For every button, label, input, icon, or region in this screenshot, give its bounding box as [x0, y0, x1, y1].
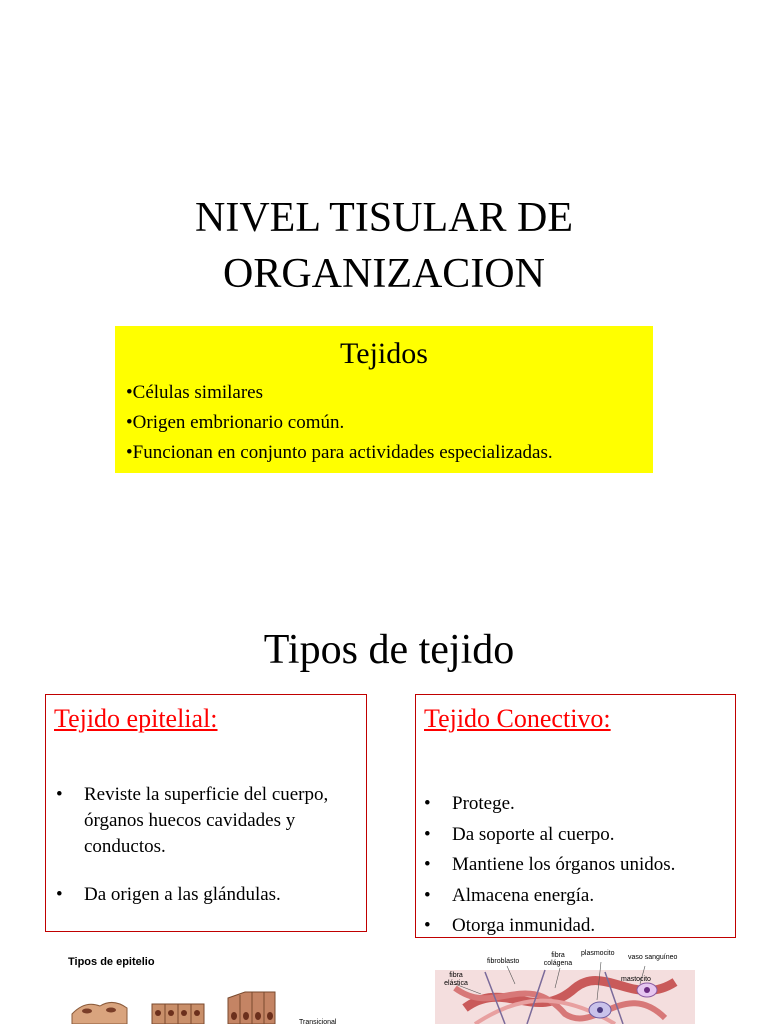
- tejidos-list: [126, 378, 653, 468]
- page-title: [0, 190, 768, 302]
- page-title-line-2: ORGANIZACION: [223, 251, 545, 297]
- list-item: [56, 882, 366, 908]
- list-item-text: Protege.: [452, 793, 515, 814]
- bullet: •: [424, 823, 431, 845]
- bullet: •: [424, 854, 431, 875]
- list-item: [56, 782, 366, 860]
- epitelio-figure-title: Tipos de epitelio: [68, 956, 155, 968]
- tejido-conectivo-box: [415, 694, 736, 938]
- list-item: [424, 911, 735, 942]
- bullet: •: [56, 884, 63, 905]
- columnar-epithelium-drawing: [228, 992, 275, 1024]
- tejidos-definition-box: [115, 326, 653, 473]
- fibra-elastica-label: fibra elástica: [444, 972, 468, 987]
- tejido-epitelial-heading: Tejido epitelial:: [54, 704, 218, 733]
- list-item-text: Da soporte al cuerpo.: [452, 823, 615, 845]
- list-item-text: Almacena energía.: [452, 884, 595, 906]
- bullet: •: [424, 884, 431, 906]
- list-item: [424, 820, 735, 851]
- bullet: •: [56, 784, 63, 805]
- squamous-epithelium-drawing: [72, 1002, 127, 1024]
- tipos-heading: Tipos de tejido: [263, 627, 515, 673]
- tejido-conectivo-heading: Tejido Conectivo:: [424, 704, 611, 733]
- transicional-label: Transicional: [299, 1019, 337, 1024]
- tejido-conectivo-list: [424, 789, 735, 942]
- tejido-epitelial-box: [45, 694, 367, 932]
- list-item: •Funcionan en conjunto para actividades especializadas.: [126, 442, 553, 463]
- plasmocito-label: plasmocito: [581, 950, 615, 957]
- list-item-text: Da origen a las glándulas.: [84, 884, 281, 905]
- list-item-text: Mantiene los órganos unidos.: [452, 854, 676, 875]
- fibra-colagena-label: fibra colágena: [543, 952, 573, 967]
- vaso-sanguineo-label: vaso sanguíneo: [628, 954, 678, 961]
- fibroblasto-label: fibroblasto: [487, 958, 520, 965]
- list-item: [424, 850, 735, 881]
- tejidos-heading: Tejidos: [340, 337, 428, 370]
- mastocito-label: mastocito: [621, 976, 651, 983]
- list-item: •Origen embrionario común.: [126, 412, 345, 433]
- bullet: •: [424, 915, 431, 936]
- cuboidal-epithelium-drawing: [152, 1004, 204, 1024]
- bullet: •: [424, 793, 431, 814]
- conectivo-figure: [415, 948, 735, 1024]
- epitelio-illustration: [45, 948, 375, 1024]
- tejido-epitelial-list: [56, 782, 366, 908]
- epitelio-figure: [45, 948, 375, 1024]
- page-title-line-1: NIVEL TISULAR DE: [195, 195, 573, 241]
- list-item: [424, 881, 735, 912]
- list-item: •Células similares: [126, 382, 263, 403]
- list-item-text: Reviste la superficie del cuerpo, órganos huecos cavidades y conductos.: [84, 784, 329, 857]
- list-item: [424, 789, 735, 820]
- list-item-text: Otorga inmunidad.: [452, 915, 596, 936]
